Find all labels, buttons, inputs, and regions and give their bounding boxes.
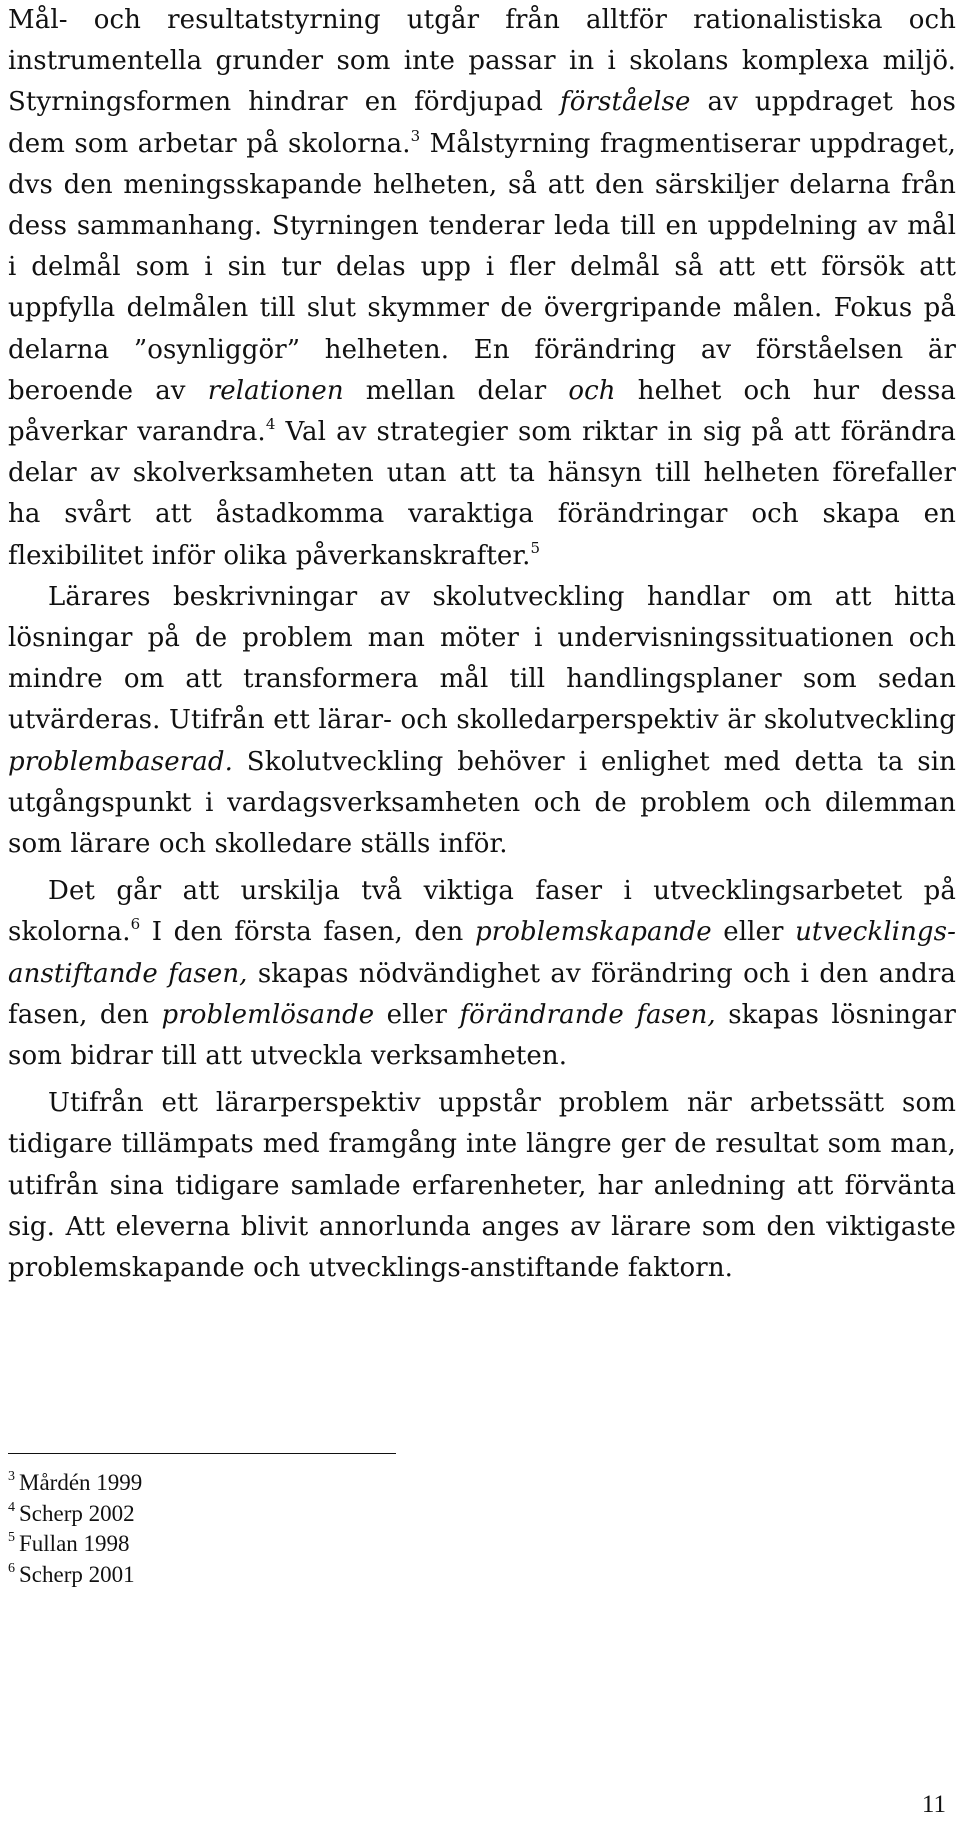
- footnote-5: [8, 1529, 142, 1560]
- footnotes: [8, 1468, 142, 1590]
- document-body: [8, 0, 956, 1289]
- emphasized-text: problemlösande: [161, 999, 375, 1030]
- emphasized-text: förändrande fasen,: [459, 999, 716, 1030]
- text-run: eller: [374, 999, 460, 1030]
- text-run: Lärares beskrivningar av skolutveckling handlar om att hitta lösningar på de problem man möter i undervisningssituationen och mindre om att transformera mål till handlingsplaner som sedan utvärderas. Utifrån ett lärar- och skolledarperspektiv är skolutveckling: [8, 581, 956, 736]
- footnote-3: [8, 1468, 142, 1499]
- text-run: skapas lösningar som bidrar till att utveckla verksamheten.: [8, 999, 956, 1072]
- text-run: helhet och hur dessa påverkar varandra.: [8, 375, 956, 448]
- emphasized-text: utvecklings-anstiftande fasen,: [8, 917, 956, 989]
- emphasized-text: förståelse: [560, 87, 691, 118]
- footnote-reference: 6: [130, 915, 141, 934]
- text-run: av uppdraget hos dem som arbetar på skolorna.: [8, 87, 956, 159]
- text-run: Målstyrning fragmentiserar uppdraget, dvs den meningsskapande helheten, så att den särskiljer delarna från dess sammanhang. Styrningen tenderar leda till en uppdelning av mål i delmål som i sin tur delas upp i fler delmål så att ett försök att uppfylla delmålen till slut skymmer de övergripande målen. Fokus på delarna ”osynliggör” helheten. En förändring av förståelsen är beroende av: [8, 128, 956, 406]
- text-run: Utifrån ett lärarperspektiv uppstår problem när arbetssätt som tidigare tillämpats med framgång inte längre ger de resultat som man, utifrån sina tidigare samlade erfarenheter, har anledning att förvänta sig. Att eleverna blivit annorlunda anges av lärare som den viktigaste problemskapande och utvecklings-anstiftande faktorn.: [8, 1088, 956, 1284]
- text-run: mellan delar: [343, 375, 569, 406]
- paragraph-teacher-descriptions: [8, 577, 956, 865]
- text-run: skapas nödvändighet av förändring och i den andra fasen, den: [8, 958, 956, 1030]
- footnote-text: Scherp 2001: [19, 1561, 135, 1587]
- footnote-number: 4: [8, 1499, 15, 1515]
- page-number: 11: [921, 1791, 946, 1818]
- text-run: Skolutveckling behöver i enlighet med detta ta sin utgångspunkt i vardagsverksamheten och de problem och dilemman som lärare och skolledare ställs inför.: [8, 746, 956, 860]
- text-run: Det går att urskilja två viktiga faser i utvecklingsarbetet på skolorna.: [8, 876, 956, 948]
- footnote-6: [8, 1560, 142, 1591]
- footnote-text: Mårdén 1999: [19, 1470, 143, 1495]
- emphasized-text: problembaserad.: [8, 746, 233, 777]
- footnote-reference: 4: [265, 415, 276, 434]
- footnote-text: Scherp 2002: [19, 1500, 135, 1526]
- paragraph-two-phases: [8, 871, 956, 1077]
- text-run: Mål- och resultatstyrning utgår från alltför rationalistiska och instrumentella grunder som inte passar in i skolans komplexa miljö. Styrningsformen hindrar en fördjupad: [8, 5, 956, 118]
- emphasized-text: och: [568, 375, 616, 406]
- text-run: eller: [711, 917, 796, 948]
- emphasized-text: problemskapande: [474, 917, 712, 948]
- footnote-separator: [8, 1453, 396, 1454]
- text-run: I den första fasen, den: [140, 917, 475, 948]
- paragraph-teacher-perspective: [8, 1083, 956, 1289]
- footnote-reference: 3: [410, 126, 421, 145]
- footnote-number: 5: [8, 1530, 15, 1545]
- footnote-number: 6: [8, 1560, 15, 1576]
- emphasized-text: relationen: [207, 375, 344, 406]
- footnote-number: 3: [8, 1469, 15, 1484]
- footnote-4: [8, 1499, 142, 1530]
- footnote-reference: 5: [530, 538, 541, 557]
- footnote-text: Fullan 1998: [19, 1531, 130, 1556]
- text-run: Val av strategier som riktar in sig på att förändra delar av skolverksamheten utan att ta hänsyn till helheten förefaller ha svårt att åstadkomma varaktiga förändringar och skapa en flexibilitet inför olika påverkanskrafter.: [8, 417, 956, 571]
- paragraph-goal-steering: [8, 0, 956, 577]
